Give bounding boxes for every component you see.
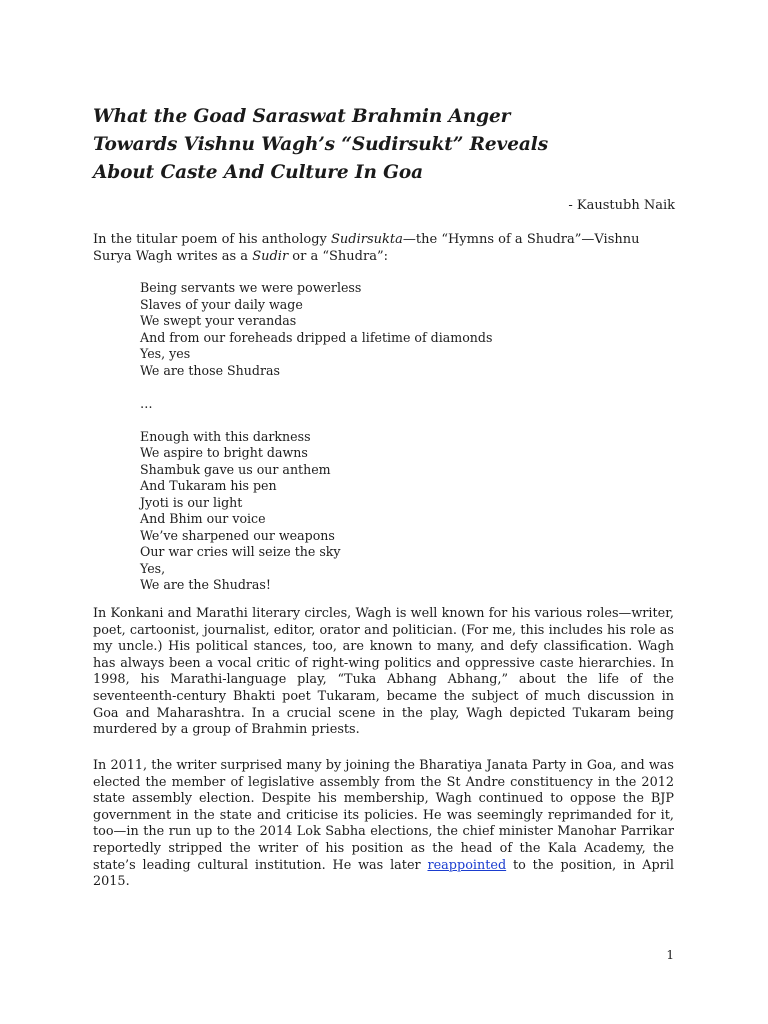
poem-line: Slaves of your daily wage — [140, 296, 303, 312]
intro-paragraph — [93, 231, 678, 265]
poem-line: Jyoti is our light — [140, 494, 243, 510]
poem-ellipsis: … — [140, 395, 153, 411]
article-title — [93, 103, 693, 187]
title-line: Towards Vishnu Wagh’s “Sudirsukt” Reveals — [93, 134, 549, 155]
title-line: What the Goad Saraswat Brahmin Anger — [93, 106, 511, 127]
poem-line: We are those Shudras — [140, 362, 280, 378]
body-paragraph-2 — [93, 758, 674, 891]
poem-line: Yes, — [140, 560, 166, 576]
anthology-title: Sudirsukta — [331, 232, 403, 247]
poem-line: Our war cries will seize the sky — [140, 544, 341, 559]
poem-line: And Tukaram his pen — [140, 478, 277, 493]
body-paragraph-1: In Konkani and Marathi literary circles, Wagh is well known for his various roles—writer, poet, cartoonist, journalist, editor, orator and politician. (For me, this includes his role as my uncle.) His political stances, too, are known to many, and defy classification. Wagh has always been a vocal critic of right-wing politics and oppressive caste hierarchies. In 1998, his Marathi-language play, “Tuka Abhang Abhang,” about the life of the seventeenth-century Bhakti poet Tukaram, became the subject of much discussion in Goa and Maharashtra. In a crucial scene in the play, Wagh depicted Tukaram being murdered by a group of Brahmin priests. — [93, 606, 674, 738]
poem-line: And Bhim our voice — [140, 511, 266, 526]
poem-line: We swept your verandas — [140, 313, 297, 328]
poem-line: Shambuk gave us our anthem — [140, 461, 331, 477]
author-byline: - Kaustubh Naik — [568, 198, 675, 213]
poem-line: Yes, yes — [140, 346, 191, 361]
reappointed-link[interactable]: reappointed — [427, 857, 507, 873]
title-line: About Caste And Culture In Goa — [93, 162, 423, 183]
poem-line: Being servants we were powerless — [140, 280, 362, 295]
poem-line: And from our foreheads dripped a lifetime of diamonds — [140, 329, 493, 345]
page-number: 1 — [666, 948, 674, 962]
paragraph-text: In 2011, the writer surprised many by joining the Bharatiya Janata Party in Goa, and was elected the member of legislative assembly from the St Andre constituency in the 2012 state assembly election. Despite his membership, Wagh continued to oppose the BJP government in the state and criticise its policies. He was seemingly reprimanded for it, too—in the run up to the 2014 Lok Sabha elections, the chief minister Manohar Parrikar reportedly stripped the writer of his position as the head of the Kala Academy, the state’s leading cultural institution. He was later — [93, 758, 674, 873]
intro-text: —the “Hymns of a Shudra”—Vishnu Surya Wagh writes as a — [93, 232, 640, 264]
poem-line — [140, 379, 492, 396]
poem-line: We are the Shudras! — [140, 577, 271, 592]
poem-line: We aspire to bright dawns — [140, 445, 308, 460]
poem-line: We’ve sharpened our weapons — [140, 527, 335, 543]
paragraph-text: to the position, in April 2015. — [93, 857, 674, 890]
sudir-term: Sudir — [252, 249, 289, 264]
poem-excerpt — [140, 280, 492, 594]
poem-line — [140, 412, 492, 429]
intro-text: or a “Shudra”: — [288, 249, 388, 264]
poem-line: Enough with this darkness — [140, 428, 311, 444]
intro-text: In the titular poem of his anthology — [93, 232, 332, 247]
